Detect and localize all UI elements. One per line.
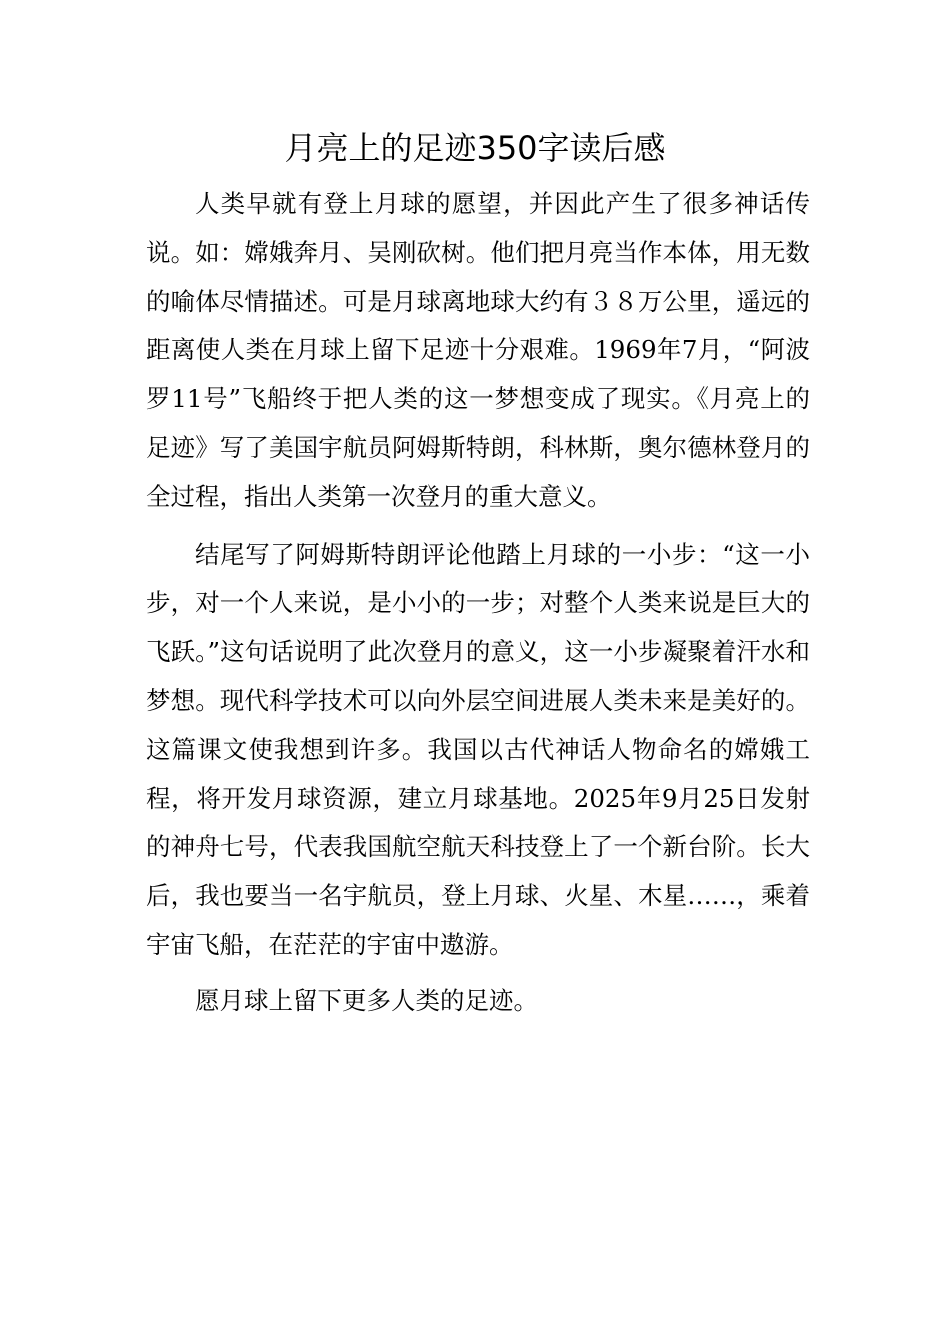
document-body [146, 180, 810, 1026]
paragraph-1: 人类早就有登上月球的愿望，并因此产生了很多神话传说。如：嫦娥奔月、吴刚砍树。他们把月亮当作本体，用无数的喻体尽情描述。可是月球离地球大约有３８万公里，遥远的距离使人类在月球上留下足迹十分艰难。1969年7月，“阿波罗11号”飞船终于把人类的这一梦想变成了现实。《月亮上的足迹》写了美国宇航员阿姆斯特朗，科林斯，奥尔德林登月的全过程，指出人类第一次登月的重大意义。 [146, 189, 810, 511]
document-title: 月亮上的足迹350字读后感 [284, 129, 666, 167]
paragraph-3: 愿月球上留下更多人类的足迹。 [195, 985, 538, 1015]
paragraph-2: 结尾写了阿姆斯特朗评论他踏上月球的一小步：“这一小步，对一个人来说，是小小的一步；对整个人类来说是巨大的飞跃。”这句话说明了此次登月的意义，这一小步凝聚着汗水和梦想。现代科学技术可以向外层空间进展人类未来是美好的。这篇课文使我想到许多。我国以古代神话人物命名的嫦娥工程，将开发月球资源，建立月球基地。2025年9月25日发射的神舟七号，代表我国航空航天科技登上了一个新台阶。长大后，我也要当一名宇航员，登上月球、火星、木星……，乘着宇宙飞船，在茫茫的宇宙中遨游。 [146, 539, 810, 959]
